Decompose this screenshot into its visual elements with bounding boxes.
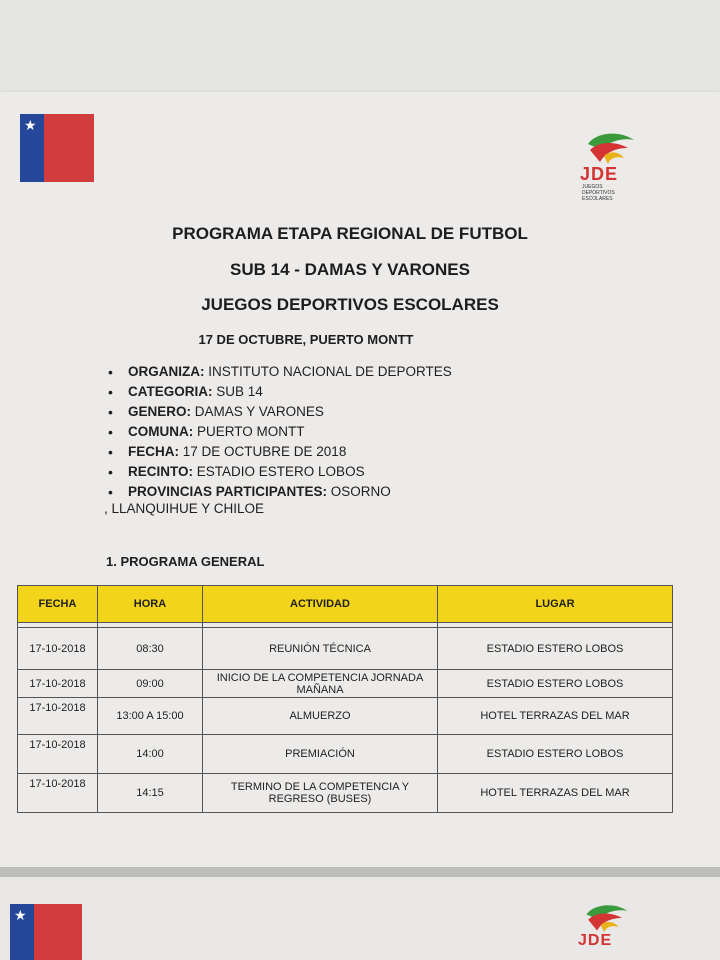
table-row [18, 774, 673, 813]
table-row [18, 735, 673, 774]
info-item: • PROVINCIAS PARTICIPANTES: OSORNO [108, 482, 452, 502]
info-item: • ORGANIZA: INSTITUTO NACIONAL DE DEPORTES [108, 362, 452, 382]
page-subtitle-event: JUEGOS DEPORTIVOS ESCOLARES [201, 295, 499, 314]
column-header-fecha: FECHA [18, 586, 98, 623]
jde-logo-caption: JUEGOS DEPORTIVOS ESCOLARES [582, 184, 615, 202]
column-header-hora: HORA [98, 586, 203, 623]
table-header-row [18, 586, 673, 623]
cell-fecha: 17-10-2018 [18, 628, 98, 670]
column-header-actividad: ACTIVIDAD [203, 586, 438, 623]
page-date-location: 17 DE OCTUBRE, PUERTO MONTT [198, 332, 414, 347]
cell-lugar: ESTADIO ESTERO LOBOS [438, 735, 673, 774]
page-gap [0, 867, 720, 877]
cell-hora: 08:30 [98, 628, 203, 670]
jde-logo [580, 130, 640, 202]
page-title: PROGRAMA ETAPA REGIONAL DE FUTBOL [172, 224, 528, 243]
cell-lugar: HOTEL TERRAZAS DEL MAR [438, 774, 673, 813]
cell-hora: 14:15 [98, 774, 203, 813]
cell-hora: 14:00 [98, 735, 203, 774]
info-item: • CATEGORIA: SUB 14 [108, 382, 452, 402]
cell-actividad: REUNIÓN TÉCNICA [203, 628, 438, 670]
column-header-lugar: LUGAR [438, 586, 673, 623]
info-continuation: , LLANQUIHUE Y CHILOE [104, 501, 265, 516]
page-subtitle-category: SUB 14 - DAMAS Y VARONES [230, 260, 470, 279]
cell-fecha: 17-10-2018 [18, 698, 98, 735]
table-row [18, 698, 673, 735]
cell-fecha: 17-10-2018 [18, 735, 98, 774]
table-row [18, 670, 673, 698]
cell-hora: 13:00 A 15:00 [98, 698, 203, 735]
cell-actividad: TERMINO DE LA COMPETENCIA Y REGRESO (BUSES) [203, 774, 438, 813]
star-icon: ★ [24, 117, 37, 133]
table-row [18, 628, 673, 670]
cell-fecha: 17-10-2018 [18, 774, 98, 813]
jde-emblem-icon [578, 902, 634, 934]
star-icon: ★ [14, 907, 27, 923]
info-item: • COMUNA: PUERTO MONTT [108, 422, 452, 442]
cell-lugar: ESTADIO ESTERO LOBOS [438, 670, 673, 698]
jde-logo-text: JDE [580, 164, 619, 184]
program-table [17, 585, 673, 813]
jde-logo-next-page [578, 902, 634, 960]
gobierno-de-chile-logo-next-page [10, 904, 82, 960]
jde-logo-text: JDE [578, 932, 613, 949]
cell-actividad: ALMUERZO [203, 698, 438, 735]
info-item: • FECHA: 17 DE OCTUBRE DE 2018 [108, 442, 452, 462]
info-item: • RECINTO: ESTADIO ESTERO LOBOS [108, 462, 452, 482]
cell-hora: 09:00 [98, 670, 203, 698]
cell-actividad: PREMIACIÓN [203, 735, 438, 774]
event-info-list [108, 362, 452, 502]
previous-page-edge [0, 0, 720, 92]
info-item: • GENERO: DAMAS Y VARONES [108, 402, 452, 422]
cell-lugar: ESTADIO ESTERO LOBOS [438, 628, 673, 670]
jde-emblem-icon [580, 130, 640, 166]
section-title: 1. PROGRAMA GENERAL [106, 554, 265, 569]
cell-actividad: INICIO DE LA COMPETENCIA JORNADA MAÑANA [203, 670, 438, 698]
gobierno-de-chile-logo [20, 114, 94, 182]
cell-fecha: 17-10-2018 [18, 670, 98, 698]
cell-lugar: HOTEL TERRAZAS DEL MAR [438, 698, 673, 735]
